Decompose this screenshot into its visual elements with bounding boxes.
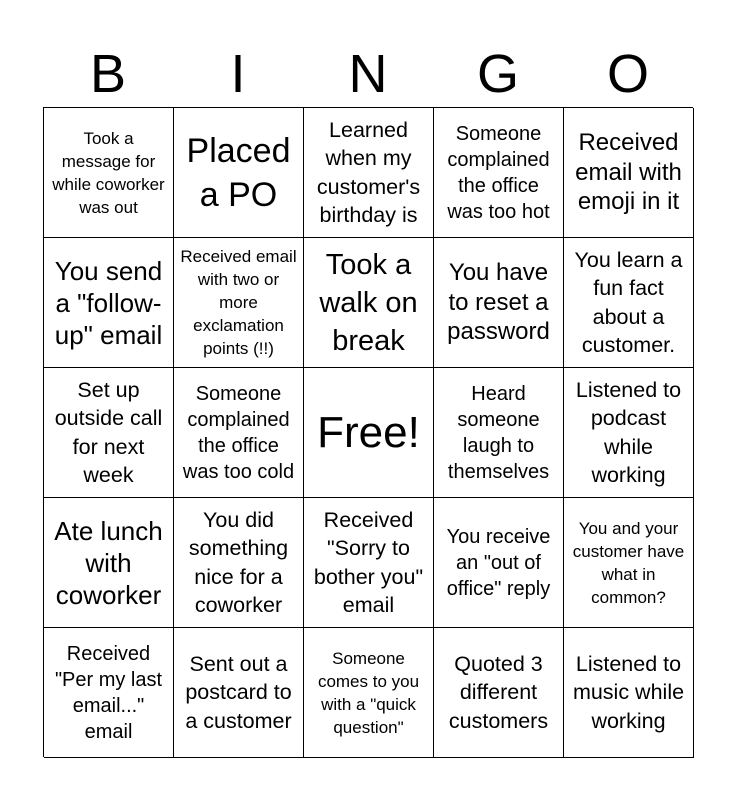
- bingo-cell[interactable]: [564, 108, 694, 238]
- bingo-cell[interactable]: [434, 238, 564, 368]
- bingo-cell[interactable]: [44, 108, 174, 238]
- bingo-cell-text: Listened to music while working: [572, 651, 685, 733]
- bingo-cell-text: Heard someone laugh to themselves: [447, 382, 550, 483]
- bingo-cell-text: Took a walk on break: [319, 248, 418, 357]
- bingo-cell-text: Set up outside call for next week: [54, 377, 163, 487]
- header-letter-g: G: [476, 44, 519, 104]
- bingo-cell-text: You and your customer have what in common?: [572, 518, 685, 607]
- bingo-cell[interactable]: [174, 368, 304, 498]
- bingo-cell[interactable]: [174, 108, 304, 238]
- bingo-cell-text: Sent out a postcard to a customer: [185, 651, 292, 733]
- bingo-cell-text: Listened to podcast while working: [575, 377, 682, 487]
- bingo-cell-text: Received email with emoji in it: [575, 129, 682, 216]
- bingo-cell[interactable]: [304, 498, 434, 628]
- bingo-cell-text: Someone complained the office was too hot: [447, 122, 550, 223]
- header-letter-o: O: [606, 44, 649, 104]
- bingo-cell-text: Received email with two or more exclamation points (!!): [180, 247, 297, 358]
- bingo-cell[interactable]: [564, 368, 694, 498]
- bingo-cell[interactable]: [174, 628, 304, 758]
- bingo-cell-text: Received "Per my last email..." email: [54, 642, 163, 743]
- bingo-cell[interactable]: [564, 498, 694, 628]
- header-letter-i: I: [230, 44, 246, 104]
- bingo-header: [43, 40, 693, 108]
- bingo-cell[interactable]: [564, 238, 694, 368]
- bingo-cell-text: Ate lunch with coworker: [54, 515, 163, 610]
- bingo-cell-text: Quoted 3 different customers: [448, 651, 549, 733]
- bingo-cell-text: You receive an "out of office" reply: [446, 525, 551, 600]
- bingo-cell-text: Learned when my customer's birthday is: [316, 117, 421, 227]
- bingo-cell-text: Placed a PO: [186, 131, 291, 214]
- bingo-cell[interactable]: [304, 108, 434, 238]
- bingo-cell[interactable]: [304, 238, 434, 368]
- bingo-cell[interactable]: [434, 628, 564, 758]
- bingo-cell[interactable]: [434, 108, 564, 238]
- bingo-cell[interactable]: [304, 628, 434, 758]
- bingo-cell-text: Received "Sorry to bother you" email: [313, 507, 424, 617]
- bingo-cell-text: You have to reset a password: [447, 259, 550, 346]
- header-letter-n: N: [348, 44, 388, 104]
- bingo-cell-text: You did something nice for a coworker: [188, 507, 289, 617]
- bingo-cell-text: Took a message for while coworker was out: [52, 128, 165, 217]
- bingo-cell[interactable]: [434, 498, 564, 628]
- bingo-cell-text: Someone complained the office was too cold: [182, 382, 295, 483]
- bingo-board: [43, 107, 693, 757]
- bingo-cell-text: Someone comes to you with a "quick question": [317, 648, 420, 737]
- bingo-cell[interactable]: [44, 368, 174, 498]
- bingo-cell[interactable]: [44, 628, 174, 758]
- bingo-cell[interactable]: [564, 628, 694, 758]
- bingo-cell[interactable]: [434, 368, 564, 498]
- bingo-cell[interactable]: [174, 238, 304, 368]
- bingo-cell[interactable]: [174, 498, 304, 628]
- bingo-cell-text: You learn a fun fact about a customer.: [574, 247, 683, 357]
- bingo-cell-text: You send a "follow-up" email: [54, 255, 163, 350]
- bingo-cell[interactable]: [44, 498, 174, 628]
- bingo-cell-text: Free!: [317, 407, 420, 457]
- bingo-free-cell[interactable]: [304, 368, 434, 498]
- header-letter-b: B: [89, 44, 127, 104]
- bingo-cell[interactable]: [44, 238, 174, 368]
